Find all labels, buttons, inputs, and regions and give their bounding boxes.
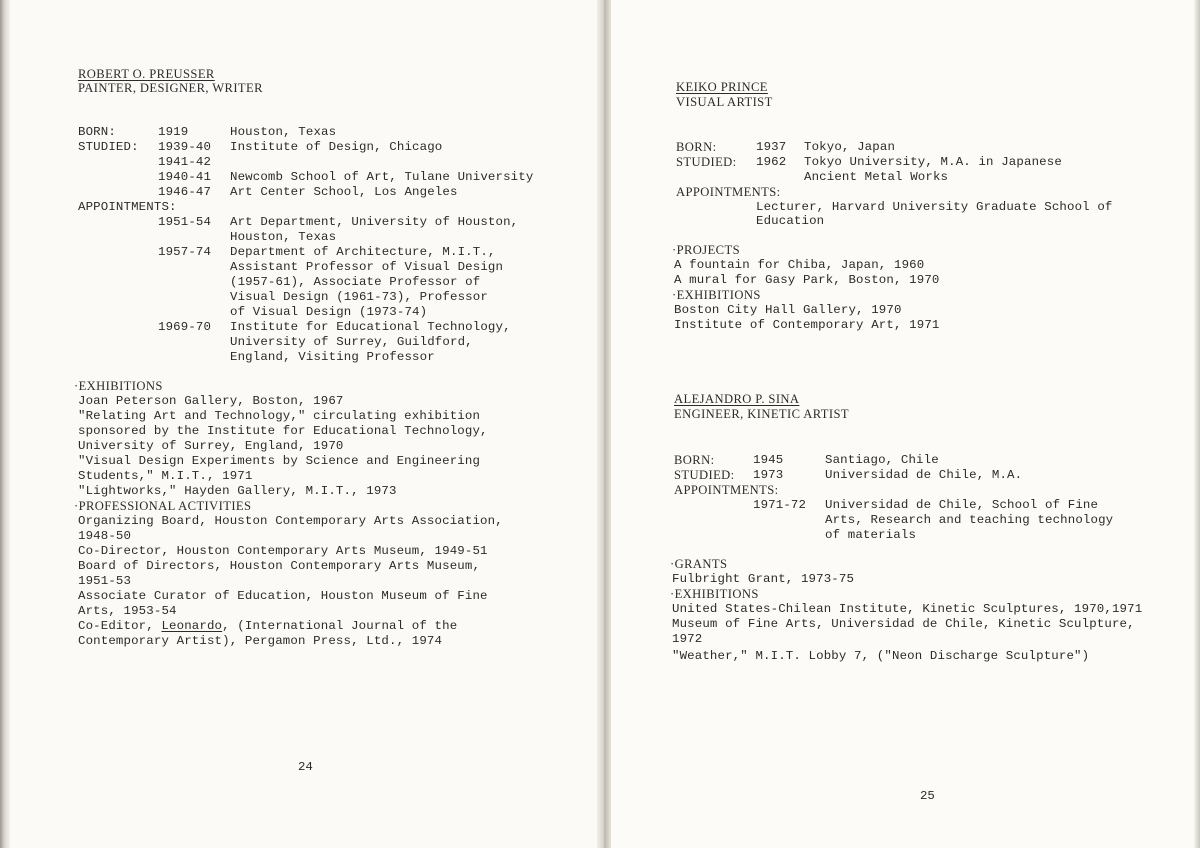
entry-text: Houston, Texas <box>230 230 337 244</box>
year-range: 1971-72 <box>753 498 807 512</box>
year-range: 1973 <box>753 468 784 482</box>
entry-text: Museum of Fine Arts, Universidad de Chile, Kinetic Sculpture, <box>672 617 1135 631</box>
field-label: BORN: <box>676 140 717 154</box>
entry-text: Board of Directors, Houston Contemporary Arts Museum, <box>78 559 481 573</box>
entry-text: "Relating Art and Technology," circulating exhibition <box>78 409 481 423</box>
entry-text: (1957-61), Associate Professor of <box>230 275 481 289</box>
entry-text: 1951-53 <box>78 574 132 588</box>
artist-name: ALEJANDRO P. SINA <box>674 392 800 406</box>
journal-title: Leonardo <box>161 619 223 633</box>
entry-text: Institute of Contemporary Art, 1971 <box>674 318 940 332</box>
field-label: STUDIED: <box>676 155 737 169</box>
entry-text: Arts, 1953-54 <box>78 604 177 618</box>
entry-text: University of Surrey, Guildford, <box>230 335 473 349</box>
entry-text: Lecturer, Harvard University Graduate School of <box>756 200 1113 214</box>
entry-text: Contemporary Artist), Pergamon Press, Ltd., 1974 <box>78 634 443 648</box>
entry-text-suffix: , (International Journal of the <box>222 619 458 633</box>
artist-name: ROBERT O. PREUSSER <box>78 67 215 81</box>
artist-role: PAINTER, DESIGNER, WRITER <box>78 81 263 95</box>
entry-text: Ancient Metal Works <box>804 170 949 184</box>
year-range: 1939-40 <box>158 140 212 154</box>
entry-text: United States-Chilean Institute, Kinetic Sculptures, 1970,1971 <box>672 602 1143 616</box>
entry-text: Tokyo University, M.A. in Japanese <box>804 155 1062 169</box>
entry-text: Joan Peterson Gallery, Boston, 1967 <box>78 394 344 408</box>
entry-text: England, Visiting Professor <box>230 350 435 364</box>
entry-text: Students," M.I.T., 1971 <box>78 469 253 483</box>
year-range: 1946-47 <box>158 185 212 199</box>
entry-text: sponsored by the Institute for Educational Technology, <box>78 424 488 438</box>
entry-text: Department of Architecture, M.I.T., <box>230 245 496 259</box>
entry-text: Assistant Professor of Visual Design <box>230 260 504 274</box>
entry-text: Arts, Research and teaching technology <box>825 513 1114 527</box>
entry-text: Fulbright Grant, 1973-75 <box>672 572 855 586</box>
section-heading: ·PROFESSIONAL ACTIVITIES <box>74 499 252 513</box>
entry-text: A mural for Gasy Park, Boston, 1970 <box>674 273 940 287</box>
year-range: 1962 <box>756 155 787 169</box>
entry-text <box>78 619 457 634</box>
year-range: 1945 <box>753 453 784 467</box>
entry-text: "Weather," M.I.T. Lobby 7, ("Neon Discharge Sculpture") <box>672 649 1090 663</box>
entry-text: Universidad de Chile, School of Fine <box>825 498 1099 512</box>
book-gutter <box>597 0 611 848</box>
section-heading: ·EXHIBITIONS <box>672 288 761 302</box>
entry-text: Institute of Design, Chicago <box>230 140 443 154</box>
right-page <box>604 0 1200 848</box>
page-number: 24 <box>298 760 313 774</box>
entry-text: Visual Design (1961-73), Professor <box>230 290 488 304</box>
entry-text: "Lightworks," Hayden Gallery, M.I.T., 1973 <box>78 484 397 498</box>
entry-text-prefix: Co-Editor, <box>78 619 162 633</box>
section-heading: ·PROJECTS <box>672 243 740 257</box>
field-label: APPOINTMENTS: <box>78 200 177 214</box>
field-label: BORN: <box>674 453 715 467</box>
field-label: STUDIED: <box>78 140 139 154</box>
entry-text: of Visual Design (1973-74) <box>230 305 428 319</box>
entry-text: Universidad de Chile, M.A. <box>825 468 1023 482</box>
entry-text: Houston, Texas <box>230 125 337 139</box>
section-heading: ·GRANTS <box>670 557 728 571</box>
page-edge-shadow <box>0 0 10 848</box>
artist-role: ENGINEER, KINETIC ARTIST <box>674 407 849 421</box>
entry-text: Art Department, University of Houston, <box>230 215 519 229</box>
entry-text: Tokyo, Japan <box>804 140 896 154</box>
year-range: 1940-41 <box>158 170 212 184</box>
year-range: 1951-54 <box>158 215 212 229</box>
year-range: 1919 <box>158 125 189 139</box>
section-heading: ·EXHIBITIONS <box>74 379 163 393</box>
entry-text: A fountain for Chiba, Japan, 1960 <box>674 258 925 272</box>
artist-role: VISUAL ARTIST <box>676 95 773 109</box>
year-range: 1941-42 <box>158 155 212 169</box>
entry-text: Art Center School, Los Angeles <box>230 185 458 199</box>
page-edge-shadow <box>1194 0 1200 848</box>
entry-text: Education <box>756 214 825 228</box>
entry-text: 1972 <box>672 632 703 646</box>
section-heading: ·EXHIBITIONS <box>670 587 759 601</box>
entry-text: Institute for Educational Technology, <box>230 320 511 334</box>
entry-text: Newcomb School of Art, Tulane University <box>230 170 534 184</box>
year-range: 1969-70 <box>158 320 212 334</box>
entry-text: Co-Director, Houston Contemporary Arts Museum, 1949-51 <box>78 544 488 558</box>
field-label: APPOINTMENTS: <box>674 483 779 497</box>
entry-text: University of Surrey, England, 1970 <box>78 439 344 453</box>
page-number: 25 <box>920 789 935 803</box>
artist-name: KEIKO PRINCE <box>676 80 768 94</box>
field-label: STUDIED: <box>674 468 735 482</box>
field-label: BORN: <box>78 125 116 139</box>
entry-text: Organizing Board, Houston Contemporary Arts Association, <box>78 514 503 528</box>
entry-text: 1948-50 <box>78 529 132 543</box>
entry-text: Associate Curator of Education, Houston Museum of Fine <box>78 589 488 603</box>
entry-text: Boston City Hall Gallery, 1970 <box>674 303 902 317</box>
entry-text: of materials <box>825 528 917 542</box>
entry-text: "Visual Design Experiments by Science and Engineering <box>78 454 481 468</box>
entry-text: Santiago, Chile <box>825 453 939 467</box>
field-label: APPOINTMENTS: <box>676 185 781 199</box>
year-range: 1957-74 <box>158 245 212 259</box>
year-range: 1937 <box>756 140 787 154</box>
